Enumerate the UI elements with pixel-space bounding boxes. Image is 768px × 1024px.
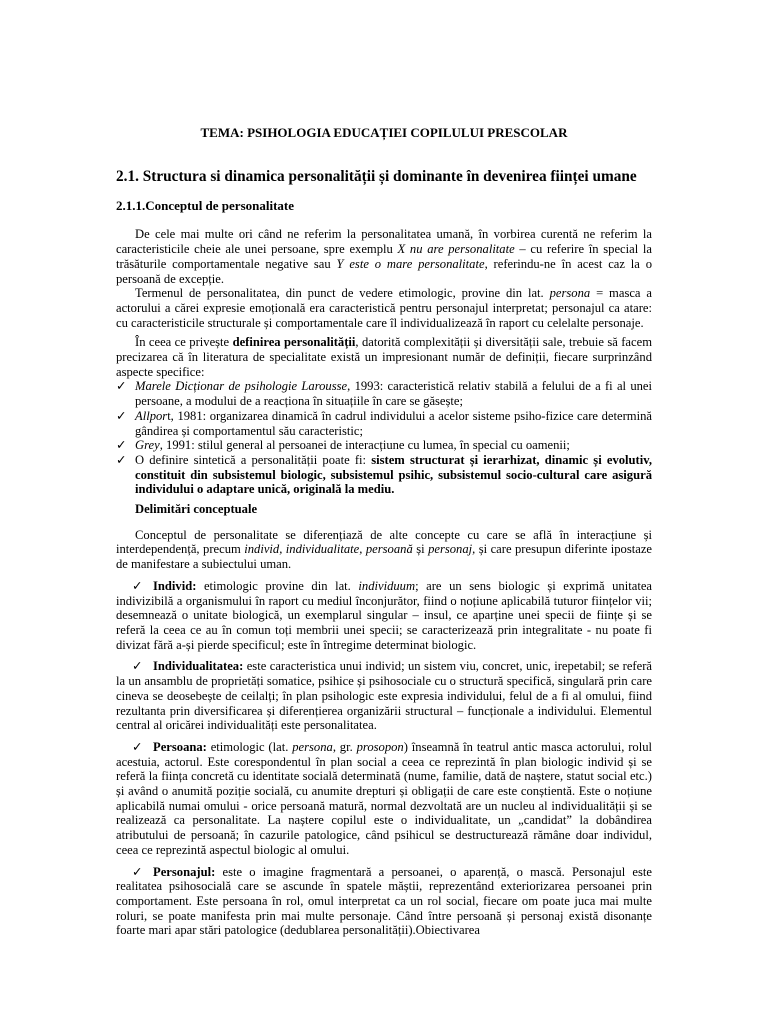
checkmark-icon: ✓ <box>116 379 127 394</box>
checkmark-icon: ✓ <box>116 408 127 423</box>
checkmark-icon: ✓ <box>132 864 143 879</box>
page-content <box>116 126 652 938</box>
concept-personaj: ✓ Personajul: este o imagine fragmentară a persoanei, o aparență, o mască. Personajul este realitatea psihosocială care se ascunde în spatele măștii, reprezentând exteriorizarea persoanei prin comportament. Este persoana în rol, omul interpretat ca un rol social, fiecare om poate juca mai multe roluri, se poate manifesta prin mai multe personaje. Când între persoană și personaj există disonanțe foarte mari apar stări patologice (dedublarea personalității).Obiectivarea <box>116 864 652 938</box>
definition-item-larousse: ✓ Marele Dicționar de psihologie Larousse, 1993: caracteristică relativ stabilă a felului de a fi al unei persoane, a modului de a reacționa în situațiile în care se găsește; <box>116 379 653 409</box>
section-heading: 2.1. Structura si dinamica personalității și dominante în devenirea ființei umane <box>116 167 637 185</box>
definition-item-synthetic: ✓ O definire sintetică a personalității poate fi: sistem structurat și ierarhizat, dinamic și evolutiv, constituit din subsistemul biologic, subsistemul psihic, subsistemul socio-cultural care asigură individului o adaptare unică, originală la mediu. <box>116 452 652 497</box>
checkmark-icon: ✓ <box>116 438 127 453</box>
checkmark-icon: ✓ <box>132 739 143 754</box>
checkmark-icon: ✓ <box>132 578 143 593</box>
paragraph-concepts: Conceptul de personalitate se diferențiază de alte concepte cu care se află în interacțiune și interdependență, precum individ, individualitate, persoană și personaj, și care presupun diferinte ipostaze de manifestare a subiectului uman. <box>116 527 652 572</box>
paragraph-etymology: Termenul de personalitatea, din punct de vedere etimologic, provine din lat. persona = masca a actorului a cărei expresie emoțională era caracteristică pentru personajul interpretat; personajul ca atare: cu caracteristicile structurale și comportamentale care îl individualizează în raport cu celelalte personaje. <box>116 286 652 330</box>
checkmark-icon: ✓ <box>132 659 143 674</box>
definition-item-grey: ✓ Grey, 1991: stilul general al persoanei de interacțiune cu lumea, în special cu oamenii; <box>116 438 570 453</box>
delimitations-heading: Delimitări conceptuale <box>135 502 258 517</box>
paragraph-intro: De cele mai multe ori când ne referim la personalitatea umană, în vorbirea curentă ne referim la caracteristicile cheie ale unei persoane, spre exemplu X nu are personalitate – cu referire în special la trăsăturile comportamentale negative sau Y este o mare personalitate, referindu-ne în acest caz la o persoană de excepție. <box>116 227 653 286</box>
paragraph-definitions-intro: În ceea ce privește definirea personalității, datorită complexității și diversității sale, trebuie să facem precizarea că în literatura de specialitate există un impresionant număr de definiții, fiecare surprinzând aspecte specifice: <box>116 335 652 379</box>
concept-individualitate: ✓ Individualitatea: este caracteristica unui individ; un sistem viu, concret, unic, irepetabil; se referă la un ansamblu de proprietăți somatice, psihice și psihosociale cu o structură specifică, singulară prin care cineva se deosebește de ceilalți; în plan psihologic este expresia individului, felul de a fi al omului, fiind rezultanta prin diversificarea și diferențierea organizării structural – funcționale a individului. Elementul central al oricărei individualități este personalitatea. <box>116 659 652 733</box>
subsection-heading: 2.1.1.Conceptul de personalitate <box>116 197 295 213</box>
document-title: TEMA: PSIHOLOGIA EDUCAȚIEI COPILULUI PRESCOLAR <box>200 125 568 140</box>
concept-persoana: ✓ Persoana: etimologic (lat. persona, gr. prosopon) înseamnă în teatrul antic masca actorului, rolul acestuia, actorul. Este corespondentul în plan social a ceea ce reprezintă în plan biologic individ și se referă la ființa concretă cu identitate socială determinată (nume, familie, dată de naștere, statut social etc.) și având o anumită poziție socială, cu anumite drepturi și obligații de care este conștientă. Este o noțiune aplicabilă numai omului - orice persoană matură, normal dezvoltată are un nucleu al individualității și se realizează ca personalitate. La naștere copilul este o individualitate, un „candidat” la dobândirea atributului de persoană; în cazurile patologice, când psihicul se destructurează rămâne doar individul, ceea ce reprezintă aspectul biologic al omului. <box>116 739 653 857</box>
checkmark-icon: ✓ <box>116 452 127 467</box>
concept-individ: ✓ Individ: etimologic provine din lat. individuum; are un sens biologic și exprimă unitatea indivizibilă a organismului în raport cu mediul înconjurător, fiind o noțiune aplicabilă tuturor ființelor vii; desemnează o unitate biologică, un exemplarul singular – insul, ce aparține unei specii de ființe și se referă la ceea ce au în comun toți membrii unei specii; se caracterizează prin integralitate - nu poate fi divizat fără a-și pierde specificul; este în întregime determinat biologic. <box>116 578 652 652</box>
definition-item-allport: ✓ Allport, 1981: organizarea dinamică în cadrul individului a acelor sisteme psiho-fizice care determină gândirea și comportamentul său caracteristic; <box>116 408 652 438</box>
